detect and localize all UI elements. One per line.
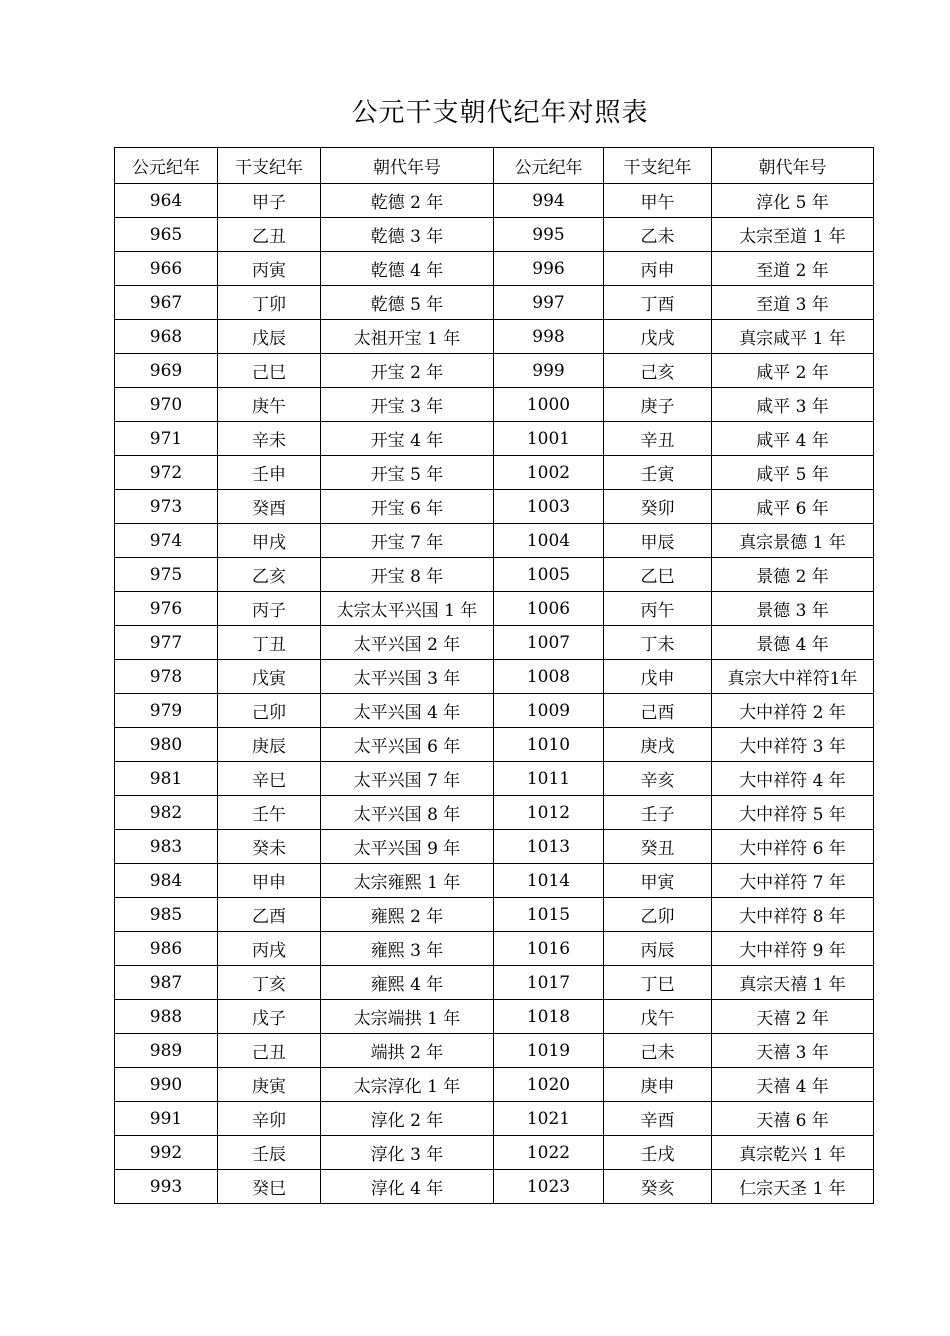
table-row (115, 286, 874, 320)
era-name-cell: 雍熙 2 年 (321, 898, 494, 932)
gregorian-year-cell: 1004 (494, 524, 604, 558)
era-name-cell: 大中祥符 8 年 (712, 898, 874, 932)
era-name-cell: 太平兴国 4 年 (321, 694, 494, 728)
header-era-name: 朝代年号 (321, 148, 494, 184)
gregorian-year-cell: 1015 (494, 898, 604, 932)
era-name-cell: 太祖开宝 1 年 (321, 320, 494, 354)
era-name-cell: 太平兴国 8 年 (321, 796, 494, 830)
era-name-cell: 真宗大中祥符1年 (712, 660, 874, 694)
gregorian-year-cell: 1000 (494, 388, 604, 422)
era-name-cell: 景德 2 年 (712, 558, 874, 592)
gregorian-year-cell: 1008 (494, 660, 604, 694)
table-row (115, 524, 874, 558)
ganzhi-year-cell: 戊寅 (218, 660, 321, 694)
ganzhi-year-cell: 壬申 (218, 456, 321, 490)
era-name-cell: 太宗端拱 1 年 (321, 1000, 494, 1034)
ganzhi-year-cell: 丙寅 (218, 252, 321, 286)
gregorian-year-cell: 1011 (494, 762, 604, 796)
era-name-cell: 淳化 3 年 (321, 1136, 494, 1170)
gregorian-year-cell: 1007 (494, 626, 604, 660)
gregorian-year-cell: 971 (115, 422, 218, 456)
era-name-cell: 咸平 5 年 (712, 456, 874, 490)
ganzhi-year-cell: 甲午 (604, 184, 712, 218)
header-row (115, 148, 874, 184)
gregorian-year-cell: 974 (115, 524, 218, 558)
ganzhi-year-cell: 癸未 (218, 830, 321, 864)
gregorian-year-cell: 1001 (494, 422, 604, 456)
era-name-cell: 乾德 2 年 (321, 184, 494, 218)
era-name-cell: 太平兴国 6 年 (321, 728, 494, 762)
table-row (115, 456, 874, 490)
ganzhi-year-cell: 庚戌 (604, 728, 712, 762)
gregorian-year-cell: 1017 (494, 966, 604, 1000)
era-name-cell: 真宗天禧 1 年 (712, 966, 874, 1000)
gregorian-year-cell: 982 (115, 796, 218, 830)
ganzhi-year-cell: 乙未 (604, 218, 712, 252)
gregorian-year-cell: 999 (494, 354, 604, 388)
gregorian-year-cell: 965 (115, 218, 218, 252)
ganzhi-year-cell: 丁丑 (218, 626, 321, 660)
ganzhi-year-cell: 甲寅 (604, 864, 712, 898)
ganzhi-year-cell: 乙巳 (604, 558, 712, 592)
gregorian-year-cell: 1002 (494, 456, 604, 490)
era-name-cell: 太宗淳化 1 年 (321, 1068, 494, 1102)
gregorian-year-cell: 988 (115, 1000, 218, 1034)
era-name-cell: 端拱 2 年 (321, 1034, 494, 1068)
era-name-cell: 咸平 6 年 (712, 490, 874, 524)
ganzhi-year-cell: 癸巳 (218, 1170, 321, 1204)
gregorian-year-cell: 983 (115, 830, 218, 864)
gregorian-year-cell: 973 (115, 490, 218, 524)
gregorian-year-cell: 969 (115, 354, 218, 388)
gregorian-year-cell: 1019 (494, 1034, 604, 1068)
ganzhi-year-cell: 丙午 (604, 592, 712, 626)
gregorian-year-cell: 979 (115, 694, 218, 728)
ganzhi-year-cell: 戊戌 (604, 320, 712, 354)
header-ganzhi-year: 干支纪年 (218, 148, 321, 184)
era-name-cell: 景德 3 年 (712, 592, 874, 626)
era-name-cell: 咸平 3 年 (712, 388, 874, 422)
era-table (114, 147, 874, 1204)
table-row (115, 1000, 874, 1034)
ganzhi-year-cell: 丙申 (604, 252, 712, 286)
era-name-cell: 太宗至道 1 年 (712, 218, 874, 252)
era-name-cell: 开宝 5 年 (321, 456, 494, 490)
table-row (115, 864, 874, 898)
ganzhi-year-cell: 辛丑 (604, 422, 712, 456)
table-row (115, 388, 874, 422)
ganzhi-year-cell: 丁酉 (604, 286, 712, 320)
ganzhi-year-cell: 辛酉 (604, 1102, 712, 1136)
ganzhi-year-cell: 丁未 (604, 626, 712, 660)
gregorian-year-cell: 967 (115, 286, 218, 320)
gregorian-year-cell: 980 (115, 728, 218, 762)
era-name-cell: 太平兴国 7 年 (321, 762, 494, 796)
era-name-cell: 太平兴国 2 年 (321, 626, 494, 660)
ganzhi-year-cell: 丁亥 (218, 966, 321, 1000)
gregorian-year-cell: 1010 (494, 728, 604, 762)
ganzhi-year-cell: 己巳 (218, 354, 321, 388)
gregorian-year-cell: 968 (115, 320, 218, 354)
table-row (115, 422, 874, 456)
ganzhi-year-cell: 丙子 (218, 592, 321, 626)
table-row (115, 1102, 874, 1136)
era-name-cell: 太平兴国 3 年 (321, 660, 494, 694)
table-row (115, 252, 874, 286)
era-name-cell: 大中祥符 4 年 (712, 762, 874, 796)
ganzhi-year-cell: 己丑 (218, 1034, 321, 1068)
header-ganzhi-year: 干支纪年 (604, 148, 712, 184)
era-name-cell: 太宗雍熙 1 年 (321, 864, 494, 898)
ganzhi-year-cell: 庚申 (604, 1068, 712, 1102)
header-era-name: 朝代年号 (712, 148, 874, 184)
gregorian-year-cell: 994 (494, 184, 604, 218)
table-row (115, 796, 874, 830)
era-name-cell: 开宝 8 年 (321, 558, 494, 592)
ganzhi-year-cell: 辛巳 (218, 762, 321, 796)
era-name-cell: 天禧 3 年 (712, 1034, 874, 1068)
ganzhi-year-cell: 壬寅 (604, 456, 712, 490)
era-name-cell: 开宝 2 年 (321, 354, 494, 388)
gregorian-year-cell: 978 (115, 660, 218, 694)
ganzhi-year-cell: 甲戌 (218, 524, 321, 558)
gregorian-year-cell: 1020 (494, 1068, 604, 1102)
gregorian-year-cell: 990 (115, 1068, 218, 1102)
era-name-cell: 淳化 5 年 (712, 184, 874, 218)
gregorian-year-cell: 998 (494, 320, 604, 354)
era-name-cell: 真宗咸平 1 年 (712, 320, 874, 354)
gregorian-year-cell: 1013 (494, 830, 604, 864)
gregorian-year-cell: 981 (115, 762, 218, 796)
era-name-cell: 开宝 4 年 (321, 422, 494, 456)
era-name-cell: 大中祥符 3 年 (712, 728, 874, 762)
gregorian-year-cell: 1023 (494, 1170, 604, 1204)
table-row (115, 694, 874, 728)
era-name-cell: 雍熙 4 年 (321, 966, 494, 1000)
table-row (115, 1034, 874, 1068)
gregorian-year-cell: 997 (494, 286, 604, 320)
ganzhi-year-cell: 己亥 (604, 354, 712, 388)
gregorian-year-cell: 1006 (494, 592, 604, 626)
era-name-cell: 开宝 7 年 (321, 524, 494, 558)
header-gregorian-year: 公元纪年 (115, 148, 218, 184)
ganzhi-year-cell: 庚子 (604, 388, 712, 422)
gregorian-year-cell: 996 (494, 252, 604, 286)
era-name-cell: 开宝 6 年 (321, 490, 494, 524)
gregorian-year-cell: 995 (494, 218, 604, 252)
gregorian-year-cell: 993 (115, 1170, 218, 1204)
gregorian-year-cell: 1014 (494, 864, 604, 898)
table-row (115, 966, 874, 1000)
era-name-cell: 天禧 4 年 (712, 1068, 874, 1102)
ganzhi-year-cell: 庚寅 (218, 1068, 321, 1102)
table-row (115, 626, 874, 660)
table-row (115, 320, 874, 354)
ganzhi-year-cell: 庚辰 (218, 728, 321, 762)
gregorian-year-cell: 977 (115, 626, 218, 660)
ganzhi-year-cell: 戊午 (604, 1000, 712, 1034)
gregorian-year-cell: 975 (115, 558, 218, 592)
ganzhi-year-cell: 丙戌 (218, 932, 321, 966)
table-row (115, 728, 874, 762)
ganzhi-year-cell: 甲辰 (604, 524, 712, 558)
gregorian-year-cell: 1005 (494, 558, 604, 592)
ganzhi-year-cell: 丁卯 (218, 286, 321, 320)
gregorian-year-cell: 1018 (494, 1000, 604, 1034)
era-name-cell: 咸平 4 年 (712, 422, 874, 456)
ganzhi-year-cell: 辛未 (218, 422, 321, 456)
ganzhi-year-cell: 壬戌 (604, 1136, 712, 1170)
ganzhi-year-cell: 壬辰 (218, 1136, 321, 1170)
era-name-cell: 大中祥符 9 年 (712, 932, 874, 966)
ganzhi-year-cell: 癸卯 (604, 490, 712, 524)
gregorian-year-cell: 992 (115, 1136, 218, 1170)
ganzhi-year-cell: 甲申 (218, 864, 321, 898)
table-row (115, 490, 874, 524)
table-row (115, 830, 874, 864)
gregorian-year-cell: 986 (115, 932, 218, 966)
header-gregorian-year: 公元纪年 (494, 148, 604, 184)
ganzhi-year-cell: 乙卯 (604, 898, 712, 932)
gregorian-year-cell: 972 (115, 456, 218, 490)
table-row (115, 1170, 874, 1204)
era-name-cell: 真宗景德 1 年 (712, 524, 874, 558)
ganzhi-year-cell: 辛卯 (218, 1102, 321, 1136)
table-row (115, 762, 874, 796)
era-name-cell: 天禧 2 年 (712, 1000, 874, 1034)
era-name-cell: 至道 3 年 (712, 286, 874, 320)
page-title: 公元干支朝代纪年对照表 (351, 98, 649, 128)
ganzhi-year-cell: 己未 (604, 1034, 712, 1068)
gregorian-year-cell: 987 (115, 966, 218, 1000)
table-row (115, 1068, 874, 1102)
gregorian-year-cell: 984 (115, 864, 218, 898)
era-name-cell: 天禧 6 年 (712, 1102, 874, 1136)
ganzhi-year-cell: 癸酉 (218, 490, 321, 524)
ganzhi-year-cell: 甲子 (218, 184, 321, 218)
era-name-cell: 大中祥符 2 年 (712, 694, 874, 728)
era-name-cell: 淳化 2 年 (321, 1102, 494, 1136)
era-name-cell: 太平兴国 9 年 (321, 830, 494, 864)
gregorian-year-cell: 1009 (494, 694, 604, 728)
gregorian-year-cell: 970 (115, 388, 218, 422)
era-name-cell: 咸平 2 年 (712, 354, 874, 388)
ganzhi-year-cell: 壬午 (218, 796, 321, 830)
table-row (115, 218, 874, 252)
era-name-cell: 淳化 4 年 (321, 1170, 494, 1204)
ganzhi-year-cell: 癸丑 (604, 830, 712, 864)
gregorian-year-cell: 989 (115, 1034, 218, 1068)
gregorian-year-cell: 1003 (494, 490, 604, 524)
era-name-cell: 真宗乾兴 1 年 (712, 1136, 874, 1170)
table-row (115, 354, 874, 388)
ganzhi-year-cell: 庚午 (218, 388, 321, 422)
ganzhi-year-cell: 乙亥 (218, 558, 321, 592)
ganzhi-year-cell: 己卯 (218, 694, 321, 728)
gregorian-year-cell: 1022 (494, 1136, 604, 1170)
gregorian-year-cell: 1016 (494, 932, 604, 966)
gregorian-year-cell: 976 (115, 592, 218, 626)
gregorian-year-cell: 985 (115, 898, 218, 932)
ganzhi-year-cell: 丙辰 (604, 932, 712, 966)
gregorian-year-cell: 1012 (494, 796, 604, 830)
table-row (115, 1136, 874, 1170)
ganzhi-year-cell: 乙丑 (218, 218, 321, 252)
table-row (115, 898, 874, 932)
era-name-cell: 乾德 5 年 (321, 286, 494, 320)
table-row (115, 932, 874, 966)
era-name-cell: 乾德 3 年 (321, 218, 494, 252)
ganzhi-year-cell: 壬子 (604, 796, 712, 830)
ganzhi-year-cell: 乙酉 (218, 898, 321, 932)
gregorian-year-cell: 966 (115, 252, 218, 286)
era-name-cell: 雍熙 3 年 (321, 932, 494, 966)
table-body (115, 184, 874, 1204)
ganzhi-year-cell: 辛亥 (604, 762, 712, 796)
era-name-cell: 开宝 3 年 (321, 388, 494, 422)
era-name-cell: 太宗太平兴国 1 年 (321, 592, 494, 626)
table-row (115, 184, 874, 218)
era-name-cell: 大中祥符 5 年 (712, 796, 874, 830)
era-name-cell: 仁宗天圣 1 年 (712, 1170, 874, 1204)
table-row (115, 660, 874, 694)
era-name-cell: 大中祥符 7 年 (712, 864, 874, 898)
table-row (115, 592, 874, 626)
ganzhi-year-cell: 己酉 (604, 694, 712, 728)
gregorian-year-cell: 964 (115, 184, 218, 218)
table-row (115, 558, 874, 592)
ganzhi-year-cell: 戊子 (218, 1000, 321, 1034)
era-name-cell: 景德 4 年 (712, 626, 874, 660)
ganzhi-year-cell: 丁巳 (604, 966, 712, 1000)
era-name-cell: 至道 2 年 (712, 252, 874, 286)
gregorian-year-cell: 991 (115, 1102, 218, 1136)
ganzhi-year-cell: 戊申 (604, 660, 712, 694)
era-name-cell: 大中祥符 6 年 (712, 830, 874, 864)
gregorian-year-cell: 1021 (494, 1102, 604, 1136)
era-name-cell: 乾德 4 年 (321, 252, 494, 286)
ganzhi-year-cell: 癸亥 (604, 1170, 712, 1204)
ganzhi-year-cell: 戊辰 (218, 320, 321, 354)
